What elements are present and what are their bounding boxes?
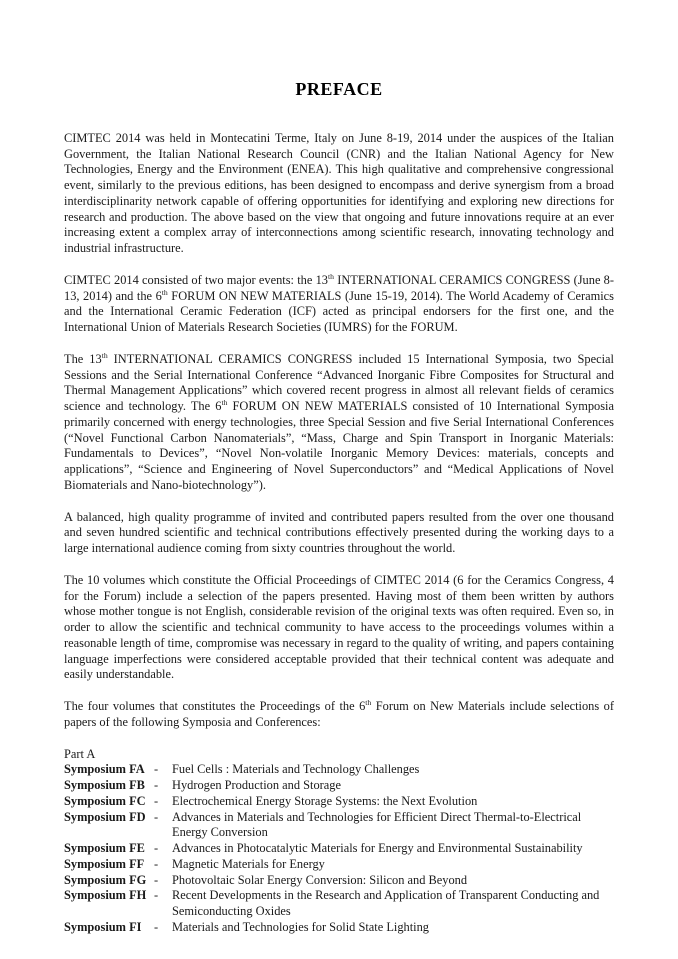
- ordinal-suffix: th: [221, 397, 228, 407]
- page-title: PREFACE: [295, 79, 383, 99]
- paragraph-text: CIMTEC 2014 consisted of two major events: the 13: [64, 272, 328, 287]
- paragraph-6: [64, 699, 614, 731]
- ordinal-suffix: th: [101, 350, 108, 360]
- symposium-code: Symposium FH: [64, 888, 147, 903]
- symposium-code: Symposium FG: [64, 872, 147, 887]
- symposium-dash: -: [154, 793, 159, 808]
- symposium-code: Symposium FA: [64, 762, 145, 777]
- paragraph-text: INTERNATIONAL CERAMICS CONGRESS (June 8-13, 2014) and the 6: [64, 272, 614, 303]
- symposium-dash: -: [154, 856, 159, 871]
- symposium-title: Advances in Photocatalytic Materials for Energy and Environmental Sustainability: [172, 841, 583, 856]
- symposium-code: Symposium FE: [64, 841, 145, 856]
- paragraph-5: The 10 volumes which constitute the Official Proceedings of CIMTEC 2014 (6 for the Ceramics Congress, 4 for the Forum) include a selection of the papers presented. Having most of them been written by authors whose mother tongue is not English, considerable revision of the original texts was often required. Even so, in order to allow the scientific and technical community to have access to the proceedings volumes within a reasonable length of time, compromise was necessary in regard to the quality of writing, and papers containing language imperfections were considered acceptable provided that their technical content was adequate and easily understandable.: [64, 572, 614, 682]
- symposium-title: Magnetic Materials for Energy: [172, 856, 325, 871]
- symposium-code: Symposium FC: [64, 793, 146, 808]
- paragraph-text: The four volumes that constitutes the Proceedings of the 6: [64, 699, 366, 714]
- symposium-title: Fuel Cells : Materials and Technology Challenges: [172, 762, 420, 777]
- symposium-title: Hydrogen Production and Storage: [172, 778, 341, 793]
- symposium-dash: -: [154, 762, 159, 777]
- paragraph-text: The 13: [64, 351, 102, 366]
- symposia-list: [64, 762, 614, 935]
- paragraph-2: [64, 273, 614, 336]
- ordinal-suffix: th: [328, 271, 334, 281]
- paragraph-1: CIMTEC 2014 was held in Montecatini Terme, Italy on June 8-19, 2014 under the auspices of the Italian Government, the Italian National Research Council (CNR) and the Italian National Agency for New Technologies, Energy and the Environment (ENEA). This high qualitative and comprehensive congressional event, similarly to the previous editions, has been designed to encompass and derive synergism from a broad interdisciplinarity network capable of offering opportunities for identifying and exploring new directions for research and production. The above based on the view that ongoing and future innovations require at an ever increasing extent a complex array of interconnections among scientific research, innovating technology and industrial infrastructure.: [64, 130, 614, 256]
- symposium-title: Recent Developments in the Research and Application of Transparent Conducting and Semiconducting Oxides: [172, 888, 600, 919]
- ordinal-suffix: th: [161, 287, 168, 297]
- part-a-label: Part A: [64, 746, 96, 761]
- symposium-dash: -: [154, 872, 159, 887]
- symposium-title: Photovoltaic Solar Energy Conversion: Silicon and Beyond: [172, 872, 468, 887]
- symposium-title: Materials and Technologies for Solid State Lighting: [172, 919, 429, 934]
- paragraph-text: FORUM ON NEW MATERIALS consisted of 10 International Symposia primarily concerned with energy technologies, three Special Session and five Serial International Conferences (“Novel Functional Carbon Nanomaterials”, “Mass, Charge and Spin Transport in Inorganic Materials: Fundamentals to Devices”, “Novel Non-volatile Inorganic Memory Devices: materials, concepts and applications”, “Science and Engineering of Novel Superconductors” and “Medical Applications of Novel Biomaterials and Nano-biotechnology”).: [64, 399, 614, 492]
- paragraph-3: [64, 352, 614, 494]
- paragraph-4: A balanced, high quality programme of invited and contributed papers resulted from the over one thousand and seven hundred scientific and technical contributions effectively presented during the working days to a large international audience coming from sixty countries throughout the world.: [64, 509, 614, 556]
- symposium-title: Advances in Materials and Technologies for Efficient Direct Thermal-to-Electrical Energy Conversion: [172, 809, 582, 840]
- symposium-dash: -: [154, 841, 159, 856]
- paragraph-text: Forum on New Materials include selections of papers of the following Symposia and Conferences:: [64, 699, 614, 729]
- symposium-dash: -: [154, 778, 159, 793]
- symposium-code: Symposium FB: [64, 778, 145, 793]
- paragraph-text: INTERNATIONAL CERAMICS CONGRESS included 15 International Symposia, two Special Sessions and the Serial International Conference “Advanced Inorganic Fibre Composites for Structural and Thermal Management Applications” which covered recent progress in almost all relevant fields of ceramics science and technology. The 6: [64, 351, 614, 414]
- symposium-dash: -: [154, 888, 159, 903]
- paragraph-text: FORUM ON NEW MATERIALS (June 15-19, 2014). The World Academy of Ceramics and the International Ceramic Federation (ICF) acted as principal endorsers for the first one, and the International Union of Materials Research Societies (IUMRS) for the FORUM.: [64, 288, 614, 335]
- symposium-dash: -: [154, 809, 159, 824]
- symposium-code: Symposium FF: [64, 856, 145, 871]
- ordinal-suffix: th: [365, 697, 372, 707]
- symposium-code: Symposium FD: [64, 809, 146, 824]
- symposium-code: Symposium FI: [64, 919, 142, 934]
- symposium-title: Electrochemical Energy Storage Systems: the Next Evolution: [172, 793, 478, 808]
- symposium-dash: -: [154, 919, 159, 934]
